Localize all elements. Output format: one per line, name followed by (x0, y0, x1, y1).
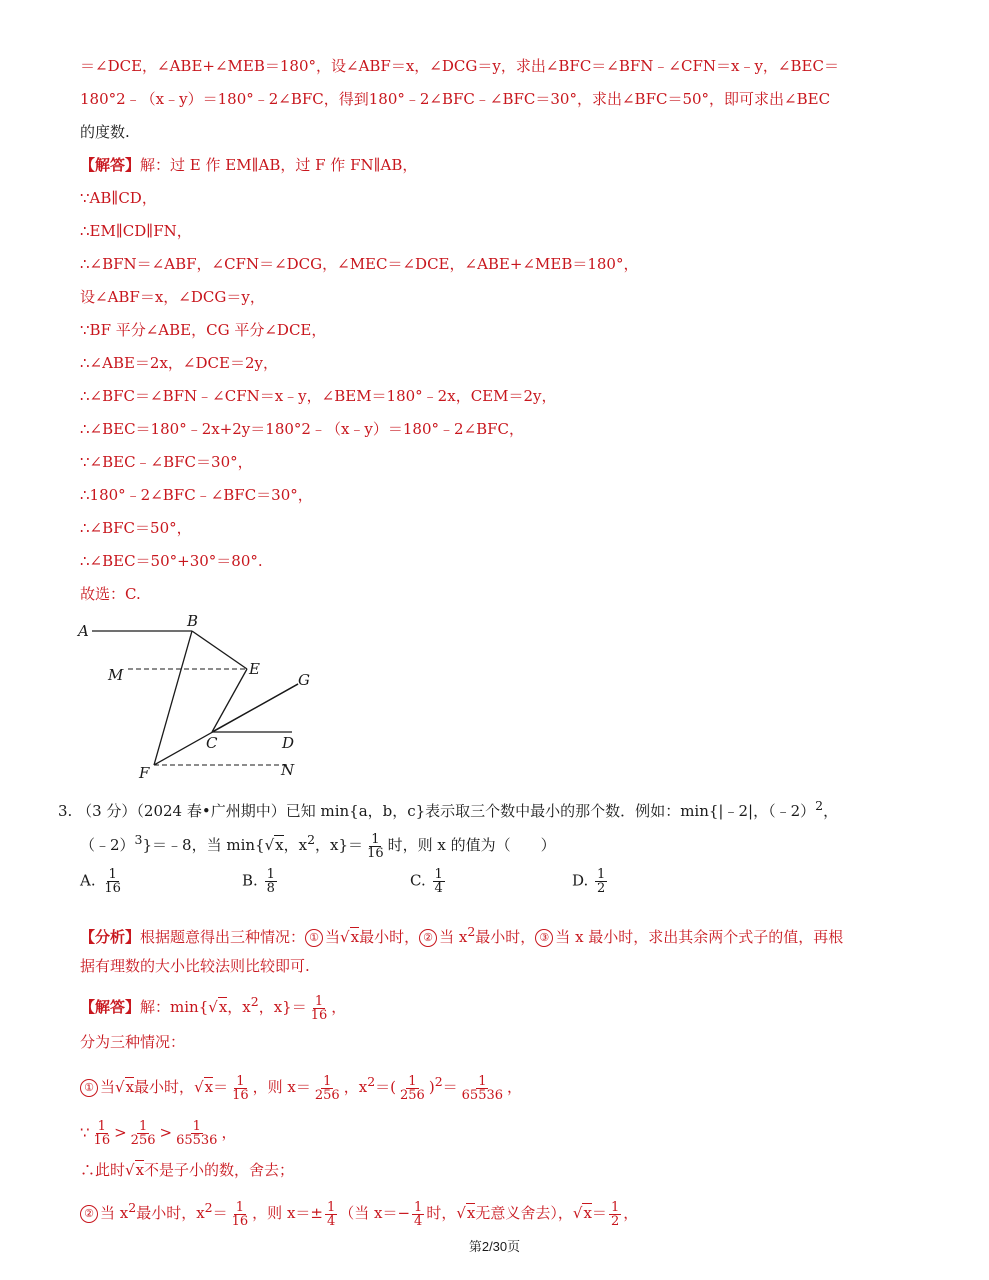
solution-text: ＝ (591, 1204, 607, 1222)
denominator: 16 (367, 845, 384, 861)
solution-step: ∵BF 平分∠ABE，CG 平分∠DCE， (80, 321, 327, 339)
denominator: 16 (232, 1087, 249, 1103)
solution-text: 时， (426, 1204, 457, 1222)
numerator: 1 (610, 1199, 620, 1215)
sqrt-expression: √x (208, 998, 228, 1016)
superscript: 2 (434, 1074, 443, 1089)
solution-3-reject (80, 1160, 294, 1180)
solution-3-case-2 (80, 1198, 638, 1228)
fraction (102, 868, 123, 895)
radicand: x (466, 1204, 476, 1222)
radicand: x (218, 998, 228, 1016)
question-text-2b: }＝﹣8，当 min{ (142, 836, 265, 854)
denominator: 2 (597, 881, 606, 896)
solution-3-intro (80, 992, 346, 1022)
analysis-text: 当 x (439, 928, 468, 946)
numerator: 1 (97, 1119, 106, 1134)
solution-tag: 【解答】 (80, 156, 141, 174)
fraction (609, 1201, 621, 1228)
numerator: 1 (371, 831, 380, 847)
solution-text: ∴此时 (80, 1161, 126, 1179)
solution-intro (80, 155, 417, 175)
label-g: G (298, 671, 310, 689)
solution-text: ，则 x＝± (252, 1204, 323, 1222)
line-fg (154, 684, 298, 765)
solution-text: ) (428, 1078, 435, 1096)
fraction (129, 1120, 158, 1147)
option-letter: A. (80, 871, 96, 890)
numerator: 1 (597, 867, 606, 882)
option-letter: B. (242, 871, 258, 890)
numerator: 1 (478, 1073, 487, 1089)
denominator: 65536 (176, 1133, 218, 1148)
fraction (412, 1201, 424, 1228)
numerator: 1 (108, 867, 117, 882)
option-b[interactable] (242, 868, 279, 895)
question-text-2e: 时，则 x 的值为（ ） (387, 836, 556, 854)
fraction (265, 868, 277, 895)
solution-text: ＝ (213, 1078, 229, 1096)
numerator: 1 (138, 1119, 148, 1134)
solution-step: ∵∠BEC﹣∠BFC＝30°， (80, 453, 253, 471)
radicand: x (204, 1078, 214, 1096)
radicand: x (275, 836, 284, 854)
label-n: N (281, 761, 295, 779)
analysis-3-line-2: 据有理数的大小比较法则比较即可. (80, 957, 310, 975)
solution-text: 无意义舍去）， (475, 1204, 573, 1222)
solution-step: ∴EM∥CD∥FN， (80, 222, 192, 240)
solution-text: ＝( (375, 1078, 396, 1096)
sqrt-expression: √x (456, 1204, 476, 1222)
question-text-1: 已知 min{a，b，c}表示取三个数中最小的那个数．例如：min{|﹣2|，（﹣2） (285, 802, 816, 820)
analysis-text: 最小时， (359, 928, 420, 946)
option-c[interactable] (410, 868, 447, 895)
denominator: 8 (266, 881, 275, 896)
denominator: 4 (414, 1213, 423, 1229)
solution-3-cases: 分为三种情况： (80, 1033, 186, 1051)
question-number: 3. (58, 802, 73, 820)
superscript: 2 (367, 1074, 376, 1089)
analysis-tag: 【分析】 (80, 928, 141, 946)
page-footer: 第2/30页 (468, 1239, 521, 1254)
numerator: 1 (434, 867, 443, 882)
label-c: C (206, 734, 218, 752)
denominator: 16 (231, 1213, 249, 1229)
label-m: M (108, 666, 124, 684)
solution-3-case-1 (80, 1072, 522, 1102)
circled-number: ② (419, 929, 437, 947)
solution-text: ， (221, 1123, 237, 1142)
solution-text: ，x (227, 998, 251, 1016)
superscript: 2 (307, 832, 316, 847)
sqrt-expression: √x (115, 1078, 135, 1096)
solution-step: 设∠ABF＝x，∠DCG＝y， (80, 288, 265, 306)
solution-text: ∵ (80, 1123, 90, 1142)
solution-text: ，x (343, 1078, 368, 1096)
analysis-3-line-1 (80, 922, 843, 947)
denominator: 16 (104, 881, 121, 896)
sqrt-expression: √x (194, 1078, 214, 1096)
option-letter: D. (572, 871, 589, 890)
numerator: 1 (314, 993, 324, 1009)
solution-step: ∴180°﹣2∠BFC﹣∠BFC＝30°， (80, 486, 313, 504)
fraction (595, 868, 607, 895)
radicand: x (350, 928, 360, 946)
fraction (230, 1075, 251, 1102)
solution-intro-text: 解：过 E 作 EM∥AB，过 F 作 FN∥AB， (140, 156, 418, 174)
numerator: 1 (236, 1073, 245, 1089)
label-d: D (282, 734, 295, 752)
superscript: 2 (204, 1200, 213, 1215)
fraction (325, 1201, 337, 1228)
punctuation: ， (823, 802, 839, 820)
greater-than: > (159, 1123, 173, 1142)
solution-step: ∴∠BFC＝50°， (80, 519, 192, 537)
question-text-2a: （﹣2） (80, 836, 135, 854)
solution-text: ，x}＝ (258, 998, 307, 1016)
denominator: 256 (314, 1087, 340, 1103)
radicand: x (125, 1078, 135, 1096)
line-bf (154, 631, 192, 765)
fraction (460, 1075, 505, 1102)
question-3-line-1 (58, 796, 838, 821)
solution-tag: 【解答】 (80, 998, 141, 1016)
denominator: 16 (93, 1133, 111, 1148)
line-be (192, 631, 247, 669)
denominator: 256 (130, 1133, 156, 1148)
fraction (309, 995, 330, 1022)
question-text-2c: ，x (283, 836, 308, 854)
numerator: 1 (192, 1119, 201, 1134)
solution-answer: 故选：C. (80, 585, 141, 603)
sqrt-expression: √x (125, 1161, 145, 1179)
superscript: 2 (128, 1200, 137, 1215)
analysis-line-3: 的度数. (80, 123, 130, 141)
analysis-line-1: ＝∠DCE，∠ABE+∠MEB＝180°，设∠ABF＝x，∠DCG＝y，求出∠BFC＝∠BFN﹣∠CFN＝x﹣y，∠BEC＝ (80, 57, 839, 75)
fraction (365, 833, 386, 860)
analysis-text: 最小时， (475, 928, 536, 946)
denominator: 65536 (461, 1087, 504, 1103)
option-letter: C. (410, 871, 426, 890)
superscript: 2 (815, 798, 824, 813)
denominator: 256 (400, 1087, 425, 1103)
radicand: x (583, 1204, 592, 1222)
solution-step: ∴∠BFC＝∠BFN﹣∠CFN＝x﹣y，∠BEM＝180°﹣2x，CEM＝2y， (80, 387, 557, 405)
circled-number: ① (305, 929, 323, 947)
solution-step: ∴∠ABE＝2x，∠DCE＝2y， (80, 354, 278, 372)
fraction (398, 1075, 427, 1102)
solution-text: 当 x (100, 1204, 129, 1222)
denominator: 4 (434, 881, 443, 896)
solution-step: ∵AB∥CD， (80, 189, 157, 207)
numerator: 1 (266, 867, 275, 882)
fraction (92, 1120, 113, 1147)
radicand: x (135, 1161, 145, 1179)
question-text-2d: ，x}＝ (315, 836, 364, 854)
fraction (313, 1075, 342, 1102)
solution-text: ＝ (212, 1204, 228, 1222)
solution-text: （当 x＝− (339, 1204, 411, 1222)
solution-text: ，则 x＝ (252, 1078, 311, 1096)
superscript: 2 (467, 924, 476, 939)
option-a[interactable] (80, 868, 125, 895)
solution-text: ＝ (442, 1078, 458, 1096)
label-e: E (249, 660, 260, 678)
solution-step: ∴∠BEC＝50°+30°＝80°. (80, 552, 263, 570)
label-a: A (78, 622, 89, 640)
denominator: 16 (310, 1007, 328, 1023)
numerator: 1 (326, 1199, 336, 1215)
question-score: （3 分） (77, 802, 137, 820)
circled-number: ③ (535, 929, 553, 947)
denominator: 4 (326, 1213, 336, 1229)
numerator: 1 (235, 1199, 245, 1215)
denominator: 2 (610, 1213, 620, 1229)
solution-text: 最小时，x (136, 1204, 205, 1222)
solution-text: 不是子小的数，舍去； (144, 1161, 295, 1179)
numerator: 1 (414, 1199, 423, 1215)
sqrt-expression: √x (264, 836, 284, 854)
circled-number: ② (80, 1205, 98, 1223)
geometry-figure (70, 612, 330, 784)
fraction (230, 1201, 251, 1228)
label-f: F (139, 764, 150, 782)
solution-step: ∴∠BEC＝180°﹣2x+2y＝180°2﹣（x﹣y）＝180°﹣2∠BFC， (80, 420, 525, 438)
analysis-text: 根据题意得出三种情况： (140, 928, 306, 946)
greater-than: > (114, 1123, 127, 1142)
fraction (433, 868, 445, 895)
numerator: 1 (323, 1073, 332, 1089)
solution-text: 最小时， (134, 1078, 195, 1096)
question-source: （2024 春•广州期中） (136, 802, 286, 820)
solution-text: ， (331, 998, 347, 1016)
analysis-text: 当 x 最小时，求出其余两个式子的值，再根 (555, 928, 844, 946)
solution-text: 当 (100, 1078, 116, 1096)
fraction (174, 1120, 219, 1147)
option-d[interactable] (572, 868, 609, 895)
analysis-text: 当 (325, 928, 341, 946)
solution-step: ∴∠BFN＝∠ABF，∠CFN＝∠DCG，∠MEC＝∠DCE，∠ABE+∠MEB＝180°， (80, 255, 639, 273)
sqrt-expression: √x (572, 1204, 592, 1222)
sqrt-expression: √x (340, 928, 360, 946)
superscript: 3 (134, 832, 143, 847)
superscript: 2 (250, 994, 259, 1009)
label-b: B (187, 612, 199, 630)
numerator: 1 (408, 1073, 417, 1089)
solution-text: ， (623, 1204, 639, 1222)
circled-number: ① (80, 1079, 98, 1097)
question-3-line-2 (80, 830, 556, 860)
solution-text: ， (507, 1078, 523, 1096)
analysis-line-2: 180°2﹣（x﹣y）＝180°﹣2∠BFC，得到180°﹣2∠BFC﹣∠BFC＝30°，求出∠BFC＝50°，即可求出∠BEC (80, 90, 831, 108)
solution-text: 解：min{ (140, 998, 209, 1016)
solution-3-compare (80, 1120, 236, 1147)
